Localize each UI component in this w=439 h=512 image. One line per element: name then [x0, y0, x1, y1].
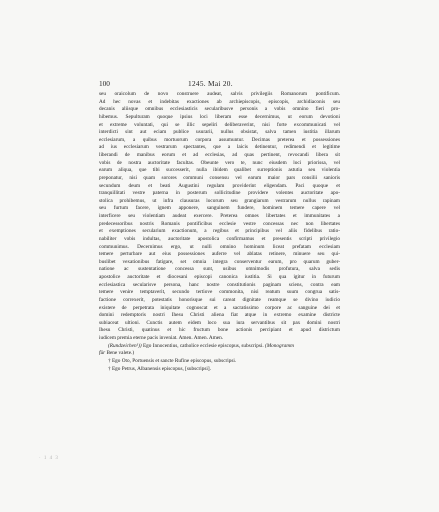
body-text	[99, 91, 340, 343]
text-line: natione ac sustentatione concessa sunt, usibus omnimodis profutura, salva sedis	[99, 266, 340, 273]
text-line: factione correxerit, potestatis honorisque sui careat dignitate reamque se divino iudicio	[99, 296, 340, 303]
text-line: earum aliqua, que tibi successerit, nulla ibidem qualibet surreptionis astutia seu violentia	[99, 167, 340, 174]
margin-mark: · 1 4 3	[39, 456, 59, 461]
text-line: et exemptiones secularium exactionum, a regibus et principibus vel aliis fidelibus ratio-	[99, 228, 340, 235]
page-number: 100	[99, 79, 110, 88]
text-line: ecclesiastica secularisve persona, hanc nostre constitutionis paginam sciens, contra eam	[99, 281, 340, 288]
document-body	[99, 91, 340, 373]
subscriber-line: † Ego Oto, Portuensis et sancte Rufine episcopus, subscripsi.	[108, 357, 237, 364]
text-line: temere perturbare aut eius possessiones auferre vel ablatas retinere, minuere seu qui-	[99, 251, 340, 258]
text-line: decanis aliisque omnibus ecclesiasticis secularibusve personis a vobis omnino fieri pro-	[99, 106, 340, 113]
text-line: Ihesu Christi, quatinus et hic fructum bone actionis percipiant et apud districtum	[99, 327, 340, 334]
text-line: predecessoribus nostris Romanis pontificibus ecclesie vestre concessas nec non libertates	[99, 220, 340, 227]
subscriber-line: † Ego Petrus, Albanensis episcopus, [subscripsi].	[108, 365, 211, 372]
text-line: interdicti sint aut eciam publice usurarii, nullus obsistat, salva tamen iustitia illarum	[99, 129, 340, 136]
monogram-text: Bene valete.)	[106, 350, 135, 357]
text-line: liberandi de manibus eorum et ad ecclesias, ad quas pertinent, revocandi libera sit	[99, 152, 340, 158]
monogram-note-open: (Monogramm	[265, 342, 294, 349]
text-line: stolica prohibemus, ut infra clausuras locorum seu grangiarum vestrarum nullus rapinam	[99, 197, 340, 204]
rundzeichen: (Rundzeichen¹))	[108, 342, 142, 349]
text-line: tranquillitati vestre paterna in posterum sollicitudine providere volentes auctoritate apo-	[99, 190, 340, 197]
page-header	[99, 79, 359, 89]
text-line: preponatur, nisi quam sorores communi consensu vel earum maior pars consilii sanioris	[99, 174, 340, 181]
text-line: seu furtum facere, ignem apponere, sanguinem fundere, hominem temere capere vel	[99, 205, 340, 212]
pope-subscription: Ego Innocentius, catholice ecclesie episcopus, subscripsi.	[142, 342, 264, 349]
text-line: subiaceat ultioni. Cunctis autem eidem loco sua iura servantibus sit pax domini nostri	[99, 319, 340, 326]
text-line: vobis de nostra auctoritate facultas. Obeunte vero te, nunc eiusdem loci priorissa, vel	[99, 159, 340, 166]
text-line: nabiliter vobis indultas, auctoritate apostolica confirmamus et presentis scripti privilegio	[99, 235, 340, 242]
text-line: communimus. Decernimus ergo, ut nulli omnino hominum liceat prefatam ecclesiam	[99, 243, 340, 250]
text-line: hibemus. Sepulturam quoque ipsius loci liberam esse decernimus, ut eorum devotioni	[99, 113, 340, 120]
text-line: iudicem premia eterne pacis inveniat. Amen. Amen. Amen.	[99, 335, 224, 341]
subscriber-list	[99, 358, 340, 373]
text-line: buslibet vexationibus fatigare, set omnia integra conserventur earum, pro quarum guber-	[99, 258, 340, 265]
text-line: interficere seu violentiam audeat exercere. Preterea omnes libertates et immunitates a	[99, 213, 340, 219]
text-line: apostolice auctoritate et diocesani episcopi canonica iustitia. Si qua igitur in futurum	[99, 274, 340, 280]
text-line: secundum deum et beati Augustini regulam providerint eligendam. Paci quoque et	[99, 182, 340, 189]
text-line: domini redemptoris nostri Ihesu Christi aliena fiat atque in extremo examine districte	[99, 312, 340, 319]
running-date: 1245. Mai 20.	[188, 79, 233, 88]
text-line: Ad hec novas et indebitas exactiones ab archiepiscopis, episcopis, archidiaconis seu	[99, 98, 340, 105]
signature-line	[99, 343, 340, 358]
monogram-note-close: für	[99, 350, 106, 357]
text-line: ad ius ecclesiarum vestrarum spectantes, que a laicis detinentur, redimendi et legitime	[99, 144, 340, 151]
text-line: ecclesiarum, a quibus mortuorum corpora assumuntur. Decimas preterea et possessiones	[99, 136, 340, 143]
text-line: seu oraicolum de novo construere audeat, salvis privilegiis Romanorum pontificum.	[99, 91, 340, 97]
text-line: temere venire temptaverit, secundo tertiove commonita, nisi reatum suum congrua satis-	[99, 289, 340, 296]
text-line: et extreme voluntati, qui se illic sepeliri deliberaverint, nisi forte excommunicati vel	[99, 121, 340, 128]
text-line: existere de perpetrata iniquitate cognoscat et a sacratissimo corpore ac sanguine dei et	[99, 304, 340, 311]
